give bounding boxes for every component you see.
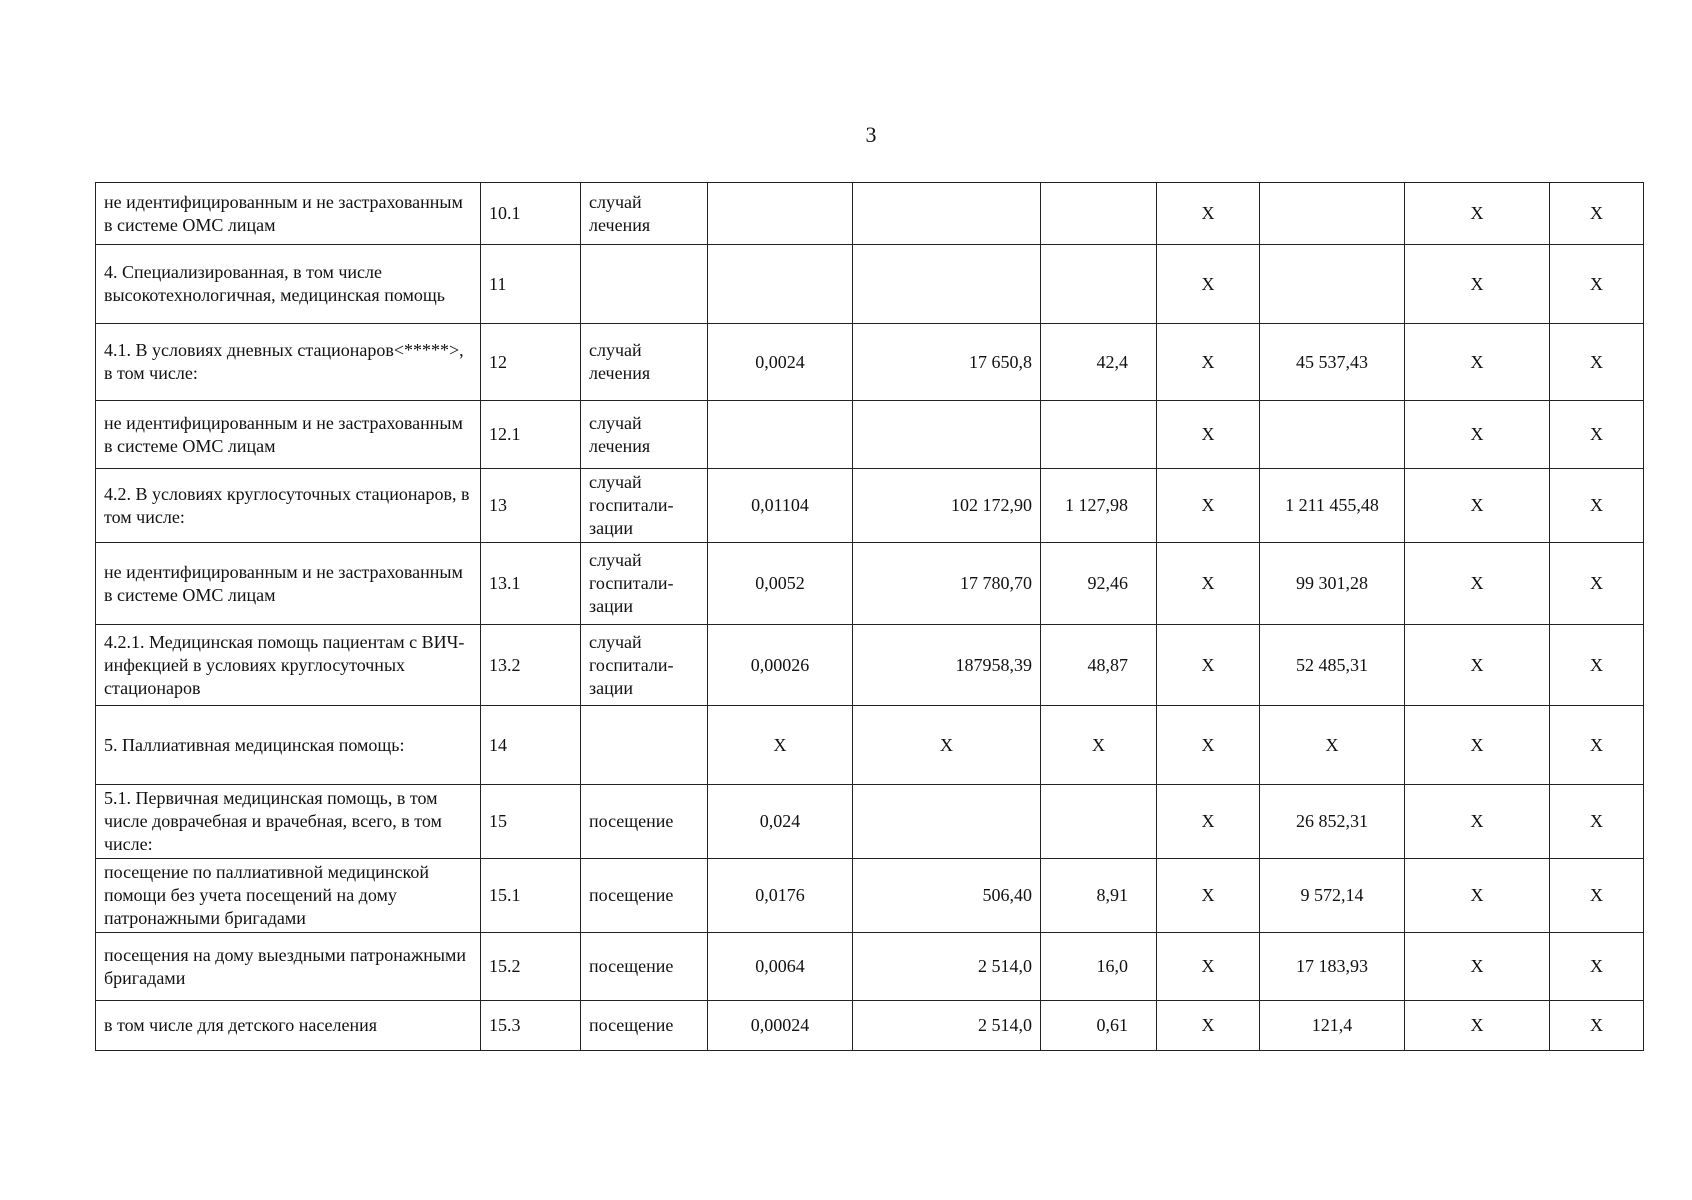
x-cell: X: [1157, 859, 1260, 933]
norm-cell: 0,01104: [708, 469, 853, 543]
x-cell: X: [1550, 324, 1644, 401]
x-cell: X: [1405, 859, 1550, 933]
per-capita-cell: 1 127,98: [1041, 469, 1157, 543]
norm-cell: 0,0064: [708, 933, 853, 1001]
x-cell: X: [1550, 183, 1644, 245]
norm-cell: [708, 401, 853, 469]
x-cell: X: [1550, 469, 1644, 543]
norm-cell: [708, 183, 853, 245]
row-code-cell: 15.3: [481, 1001, 581, 1051]
per-capita-cell: 8,91: [1041, 859, 1157, 933]
per-capita-cell: [1041, 245, 1157, 324]
service-name-cell: посещение по паллиативной медицинской помощи без учета посещений на дому патронажными бригадами: [96, 859, 481, 933]
total-cell: 45 537,43: [1260, 324, 1405, 401]
total-cell: [1260, 245, 1405, 324]
total-cell: 121,4: [1260, 1001, 1405, 1051]
total-cell: 99 301,28: [1260, 543, 1405, 625]
per-capita-cell: 48,87: [1041, 625, 1157, 706]
x-cell: X: [1550, 625, 1644, 706]
cost-cell: [853, 785, 1041, 859]
norm-cell: 0,0024: [708, 324, 853, 401]
service-name-cell: посещения на дому выездными патронажными бригадами: [96, 933, 481, 1001]
table-row: [96, 1001, 1644, 1051]
service-name-cell: не идентифицированным и не застрахованным в системе ОМС лицам: [96, 401, 481, 469]
unit-cell: [581, 245, 708, 324]
row-code-cell: 14: [481, 706, 581, 785]
x-cell: X: [1157, 543, 1260, 625]
per-capita-cell: X: [1041, 706, 1157, 785]
x-cell: X: [1405, 933, 1550, 1001]
total-cell: 9 572,14: [1260, 859, 1405, 933]
unit-cell: случай госпитали-зации: [581, 625, 708, 706]
unit-cell: случай лечения: [581, 183, 708, 245]
row-code-cell: 12.1: [481, 401, 581, 469]
x-cell: X: [1405, 183, 1550, 245]
x-cell: X: [1157, 183, 1260, 245]
x-cell: X: [1550, 543, 1644, 625]
x-cell: X: [1405, 324, 1550, 401]
row-code-cell: 10.1: [481, 183, 581, 245]
norm-cell: 0,0176: [708, 859, 853, 933]
cost-cell: 17 780,70: [853, 543, 1041, 625]
x-cell: X: [1405, 625, 1550, 706]
total-cell: X: [1260, 706, 1405, 785]
service-name-cell: в том числе для детского населения: [96, 1001, 481, 1051]
service-name-cell: 5. Паллиативная медицинская помощь:: [96, 706, 481, 785]
x-cell: X: [1550, 785, 1644, 859]
unit-cell: посещение: [581, 859, 708, 933]
x-cell: X: [1157, 625, 1260, 706]
cost-cell: 187958,39: [853, 625, 1041, 706]
per-capita-cell: [1041, 401, 1157, 469]
x-cell: X: [1405, 543, 1550, 625]
x-cell: X: [1157, 469, 1260, 543]
table-row: [96, 785, 1644, 859]
row-code-cell: 13.1: [481, 543, 581, 625]
total-cell: [1260, 183, 1405, 245]
x-cell: X: [1550, 706, 1644, 785]
table-row: [96, 469, 1644, 543]
unit-cell: случай госпитали-зации: [581, 469, 708, 543]
cost-cell: [853, 401, 1041, 469]
page-number: 3: [865, 122, 877, 147]
table-row: [96, 245, 1644, 324]
norm-cell: 0,00024: [708, 1001, 853, 1051]
row-code-cell: 15: [481, 785, 581, 859]
per-capita-cell: [1041, 183, 1157, 245]
cost-cell: 102 172,90: [853, 469, 1041, 543]
unit-cell: [581, 706, 708, 785]
norm-cell: 0,024: [708, 785, 853, 859]
table-row: [96, 543, 1644, 625]
row-code-cell: 12: [481, 324, 581, 401]
per-capita-cell: 16,0: [1041, 933, 1157, 1001]
x-cell: X: [1157, 1001, 1260, 1051]
service-name-cell: 4.2. В условиях круглосуточных стационаров, в том числе:: [96, 469, 481, 543]
x-cell: X: [1405, 1001, 1550, 1051]
table-row: [96, 706, 1644, 785]
x-cell: X: [1550, 401, 1644, 469]
table-row: [96, 401, 1644, 469]
norm-cell: 0,0052: [708, 543, 853, 625]
unit-cell: случай лечения: [581, 401, 708, 469]
unit-cell: посещение: [581, 1001, 708, 1051]
table-row: [96, 183, 1644, 245]
x-cell: X: [1157, 245, 1260, 324]
x-cell: X: [1157, 401, 1260, 469]
cost-cell: [853, 183, 1041, 245]
total-cell: [1260, 401, 1405, 469]
row-code-cell: 13.2: [481, 625, 581, 706]
unit-cell: случай госпитали-зации: [581, 543, 708, 625]
table-row: [96, 625, 1644, 706]
table-row: [96, 933, 1644, 1001]
x-cell: X: [1405, 245, 1550, 324]
unit-cell: посещение: [581, 933, 708, 1001]
x-cell: X: [1157, 785, 1260, 859]
unit-cell: случай лечения: [581, 324, 708, 401]
cost-cell: 17 650,8: [853, 324, 1041, 401]
service-name-cell: 4. Специализированная, в том числе высокотехнологичная, медицинская помощь: [96, 245, 481, 324]
service-name-cell: не идентифицированным и не застрахованным в системе ОМС лицам: [96, 183, 481, 245]
per-capita-cell: 92,46: [1041, 543, 1157, 625]
x-cell: X: [1405, 706, 1550, 785]
per-capita-cell: [1041, 785, 1157, 859]
service-name-cell: 4.1. В условиях дневных стационаров<*****>, в том числе:: [96, 324, 481, 401]
row-code-cell: 13: [481, 469, 581, 543]
total-cell: 17 183,93: [1260, 933, 1405, 1001]
cost-cell: X: [853, 706, 1041, 785]
norm-cell: X: [708, 706, 853, 785]
cost-cell: [853, 245, 1041, 324]
norm-cell: 0,00026: [708, 625, 853, 706]
unit-cell: посещение: [581, 785, 708, 859]
row-code-cell: 15.2: [481, 933, 581, 1001]
x-cell: X: [1550, 859, 1644, 933]
table-row: [96, 324, 1644, 401]
tariff-table: [95, 182, 1644, 1051]
norm-cell: [708, 245, 853, 324]
row-code-cell: 11: [481, 245, 581, 324]
per-capita-cell: 0,61: [1041, 1001, 1157, 1051]
x-cell: X: [1405, 469, 1550, 543]
table-row: [96, 859, 1644, 933]
x-cell: X: [1405, 785, 1550, 859]
service-name-cell: 5.1. Первичная медицинская помощь, в том числе доврачебная и врачебная, всего, в том числе:: [96, 785, 481, 859]
total-cell: 52 485,31: [1260, 625, 1405, 706]
x-cell: X: [1157, 324, 1260, 401]
x-cell: X: [1550, 933, 1644, 1001]
total-cell: 26 852,31: [1260, 785, 1405, 859]
per-capita-cell: 42,4: [1041, 324, 1157, 401]
x-cell: X: [1405, 401, 1550, 469]
x-cell: X: [1550, 1001, 1644, 1051]
cost-cell: 506,40: [853, 859, 1041, 933]
x-cell: X: [1550, 245, 1644, 324]
total-cell: 1 211 455,48: [1260, 469, 1405, 543]
cost-cell: 2 514,0: [853, 933, 1041, 1001]
row-code-cell: 15.1: [481, 859, 581, 933]
x-cell: X: [1157, 933, 1260, 1001]
cost-cell: 2 514,0: [853, 1001, 1041, 1051]
x-cell: X: [1157, 706, 1260, 785]
service-name-cell: 4.2.1. Медицинская помощь пациентам с ВИЧ-инфекцией в условиях круглосуточных стационаров: [96, 625, 481, 706]
service-name-cell: не идентифицированным и не застрахованным в системе ОМС лицам: [96, 543, 481, 625]
